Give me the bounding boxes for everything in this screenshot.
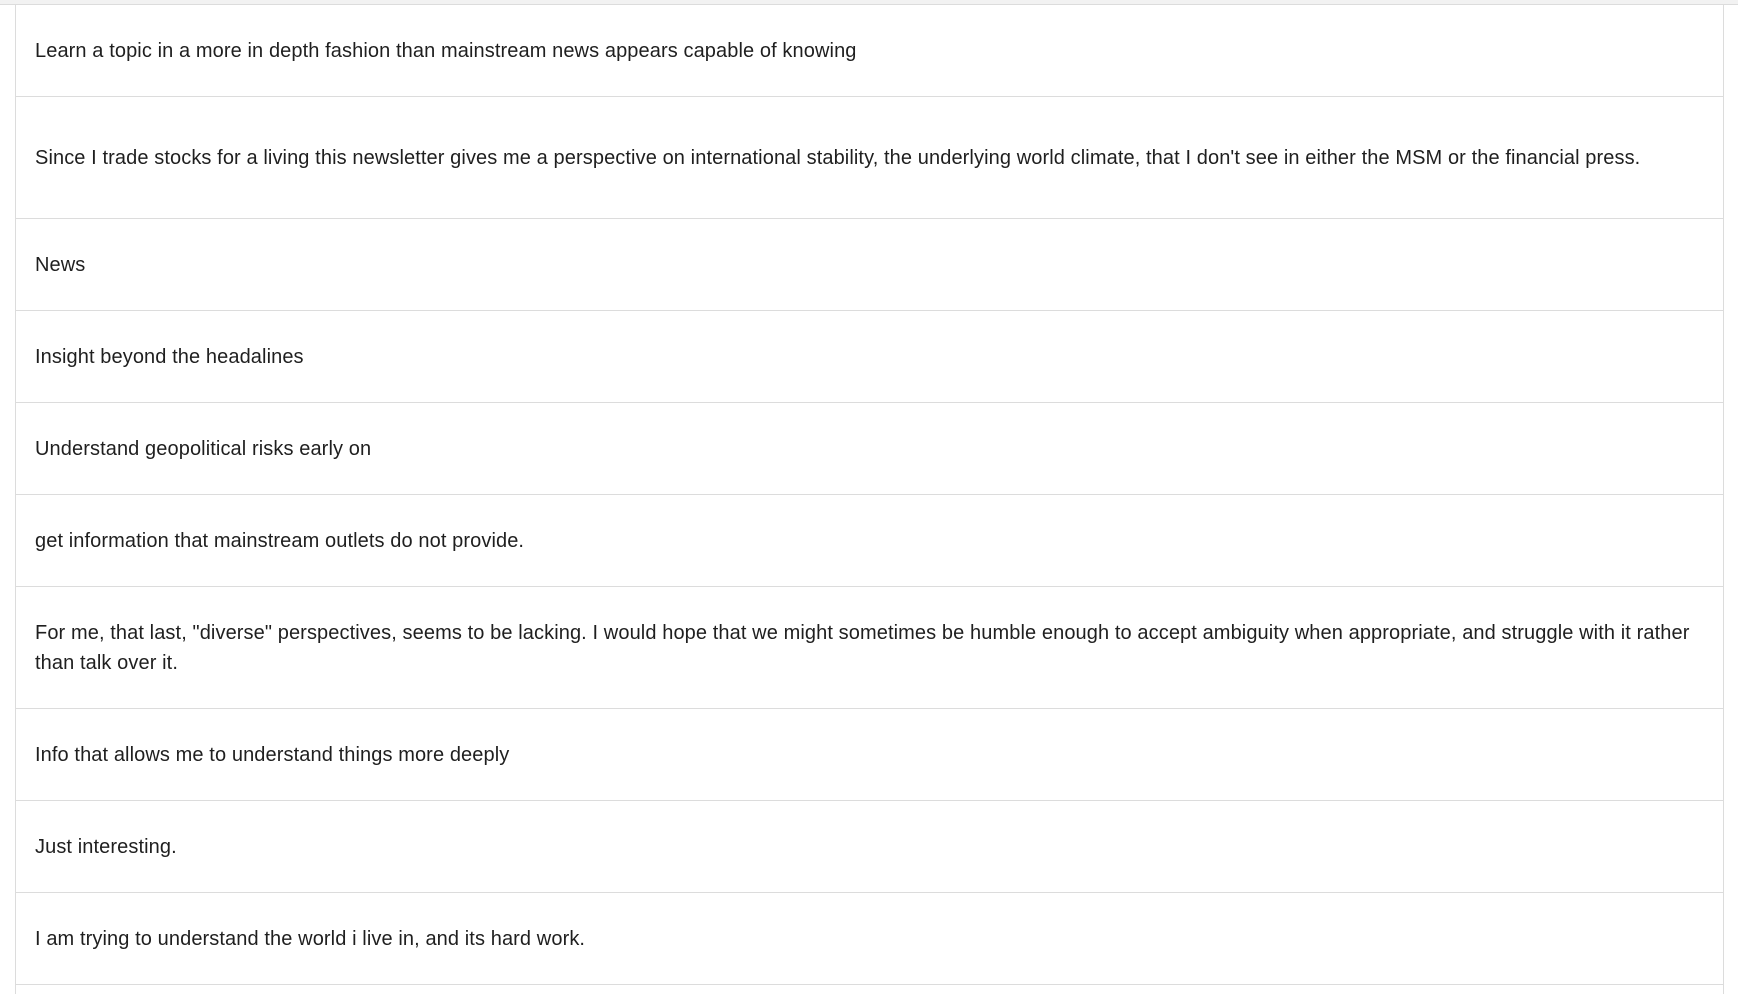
response-text: Info that allows me to understand things more deeply <box>35 743 510 766</box>
list-item <box>16 5 1723 97</box>
response-text: Since I trade stocks for a living this newsletter gives me a perspective on international stability, the underlying world climate, that I don't see in either the MSM or the financial press. <box>35 146 1641 169</box>
list-item <box>16 97 1723 219</box>
list-item <box>16 219 1723 311</box>
response-text: For me, that last, "diverse" perspectives, seems to be lacking. I would hope that we might sometimes be humble enough to accept ambiguity when appropriate, and struggle with it rather than talk over it. <box>35 621 1690 674</box>
response-list <box>15 5 1724 994</box>
response-text: Understand geopolitical risks early on <box>35 437 372 460</box>
list-item <box>16 587 1723 709</box>
list-item <box>16 495 1723 587</box>
response-text: Just interesting. <box>35 835 177 858</box>
list-item <box>16 403 1723 495</box>
list-item <box>16 311 1723 403</box>
list-item <box>16 893 1723 985</box>
response-text: Insight beyond the headalines <box>35 345 304 368</box>
list-item <box>16 709 1723 801</box>
response-text: Learn a topic in a more in depth fashion than mainstream news appears capable of knowing <box>35 39 857 62</box>
response-text: I am trying to understand the world i live in, and its hard work. <box>35 927 586 950</box>
response-text: get information that mainstream outlets do not provide. <box>35 529 525 552</box>
response-text: News <box>35 253 86 276</box>
list-item <box>16 801 1723 893</box>
